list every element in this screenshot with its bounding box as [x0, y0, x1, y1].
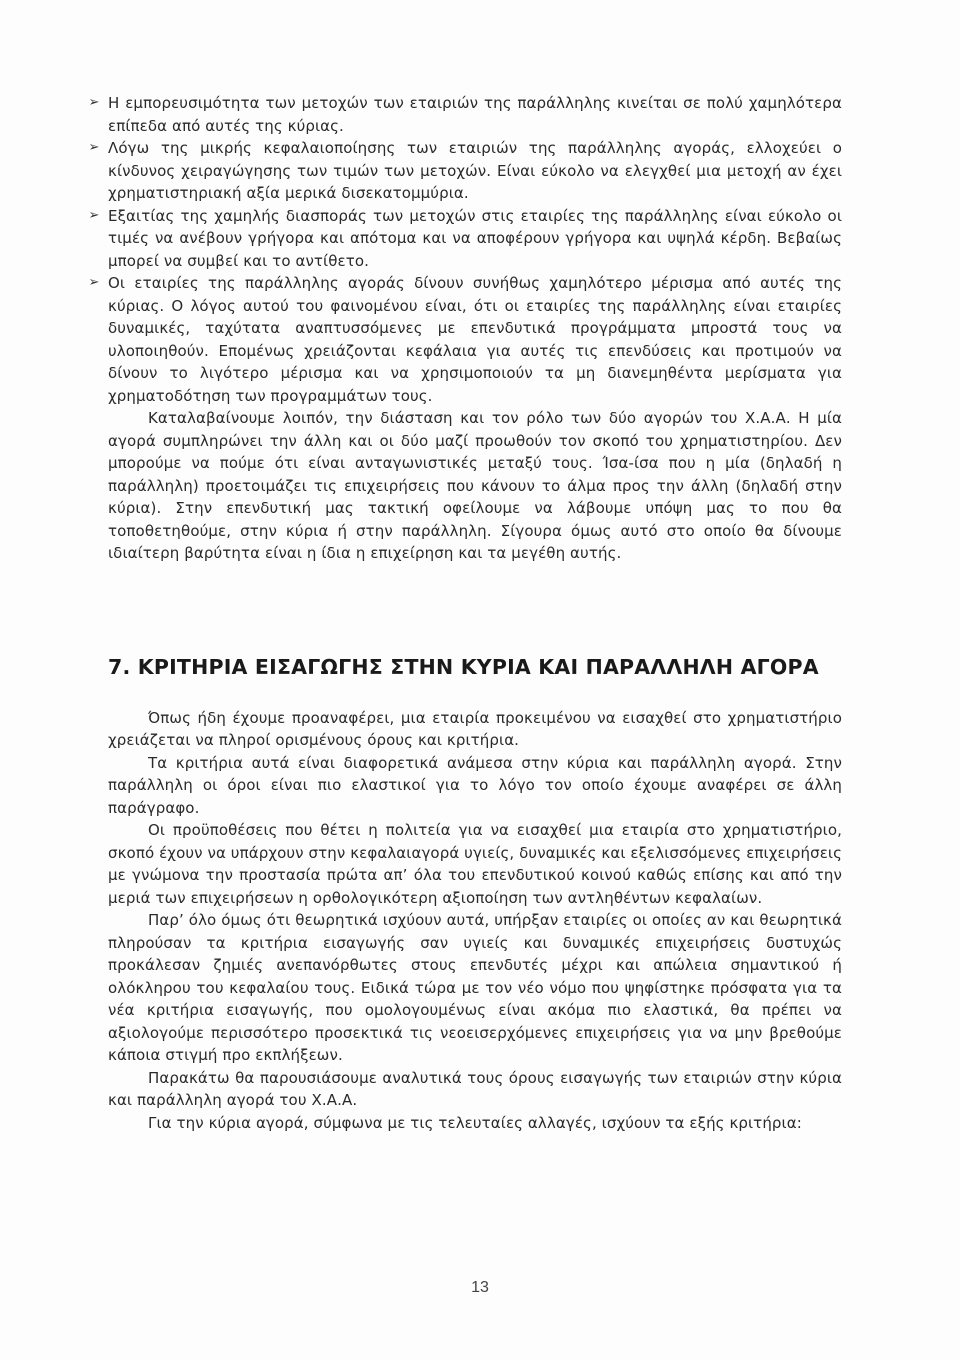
arrow-bullet-icon: ➢	[88, 207, 100, 223]
bullet-list	[88, 92, 842, 407]
bullet-text: Η εμπορευσιμότητα των μετοχών των εταιριών της παράλληλης κινείται σε πολύ χαμηλότερα επίπεδα από αυτές της κύριας.	[108, 94, 842, 135]
body-paragraph: Όπως ήδη έχουμε προαναφέρει, μια εταιρία προκειμένου να εισαχθεί στο χρηματιστήριο χρειάζεται να πληροί ορισμένους όρους και κριτήρια.	[108, 708, 842, 749]
arrow-bullet-icon: ➢	[88, 95, 100, 110]
bullet-item	[88, 272, 842, 407]
body-paragraph: Τα κριτήρια αυτά είναι διαφορετικά ανάμεσα στην κύρια και παράλληλη αγορά. Στην παράλληλη οι όροι είναι πιο ελαστικοί για το λόγο τον οποίο έχουμε αναφέρει σε άλλη παράγραφο.	[108, 753, 842, 817]
body-paragraph: Παρακάτω θα παρουσιάσουμε αναλυτικά τους όρους εισαγωγής των εταιριών στην κύρια και παράλληλη αγορά του Χ.Α.Α.	[108, 1068, 842, 1109]
page-number: 13	[471, 1279, 489, 1296]
bullet-item	[88, 205, 842, 273]
bullet-text: Οι εταιρίες της παράλληλης αγοράς δίνουν συνήθως χαμηλότερο μέρισμα από αυτές της κύριας. Ο λόγος αυτού του φαινομένου είναι, ότι οι εταιρίες της παράλληλης είναι εταιρίες δυναμικές, ταχύτατα αναπτυσσόμενες με επενδυτικά προγράμματα μπροστά τους να υλοποιηθούν. Επομένως χρειάζονται κεφάλαια για αυτές τις επενδύσεις και προτιμούν να δίνουν το λιγότερο μέρισμα και να χρησιμοποιούν τα μη διανεμηθέντα μερίσματα για χρηματοδότηση των προγραμμάτων τους.	[108, 274, 842, 405]
section-heading: 7. ΚΡΙΤΗΡΙΑ ΕΙΣΑΓΩΓΗΣ ΣΤΗΝ ΚΥΡΙΑ ΚΑΙ ΠΑΡΑΛΛΗΛΗ ΑΓΟΡΑ	[108, 654, 819, 679]
body-paragraph: Για την κύρια αγορά, σύμφωνα με τις τελευταίες αλλαγές, ισχύουν τα εξής κριτήρια:	[148, 1113, 802, 1132]
arrow-bullet-icon: ➢	[88, 275, 100, 290]
bullet-text: Εξαιτίας της χαμηλής διασποράς των μετοχών στις εταιρίες της παράλληλης είναι εύκολο οι τιμές να ανέβουν γρήγορα και απότομα και να αποφέρουν γρήγορα και υψηλά κέρδη. Βεβαίως μπορεί να συμβεί και το αντίθετο.	[108, 206, 842, 270]
document-body	[88, 92, 842, 1134]
bullet-item	[88, 137, 842, 205]
bullet-text: Λόγω της μικρής κεφαλαιοποίησης των εταιριών της παράλληλης αγοράς, ελλοχεύει ο κίνδυνος χειραγώγησης των τιμών των μετοχών. Είναι εύκολο να ελεγχθεί μια μετοχή αν έχει χρηματιστηριακή αξία μερικά δισεκατομμύρια.	[108, 139, 842, 202]
body-paragraph: Οι προϋποθέσεις που θέτει η πολιτεία για να εισαχθεί μια εταιρία στο χρηματιστήριο, σκοπό έχουν να υπάρχουν στην κεφαλαιαγορά υγιείς, δυναμικές και εξελισσόμενες επιχειρήσεις με γνώμονα την προστασία πρώτα απ’ όλα του επενδυτικού κοινού καθώς επίσης και από την μεριά των επιχειρήσεων η ορθολογικότερη αξιοποίηση των αντληθέντων κεφαλαίων.	[108, 821, 842, 907]
bullet-item	[88, 92, 842, 137]
arrow-bullet-icon: ➢	[88, 140, 100, 155]
body-paragraph: Παρ’ όλο όμως ότι θεωρητικά ισχύουν αυτά, υπήρξαν εταιρίες οι οποίες αν και θεωρητικά πληρούσαν τα κριτήρια εισαγωγής σαν υγιείς και δυναμικές επιχειρήσεις δυστυχώς προκάλεσαν ζημιές ανεπανόρθωτες στους επενδυτές μέχρι και απώλεια σημαντικού ή ολόκληρου του κεφαλαίου τους. Ειδικά τώρα με τον νέο νόμο που ψηφίστηκε πρόσφατα για τα νέα κριτήρια εισαγωγής, που ομολογουμένως είναι ακόμα πιο ελαστικά, θα πρέπει να αξιολογούμε περισσότερο προσεκτικά τις νεοεισερχόμενες επιχειρήσεις για να μην βρεθούμε κάποια στιγμή προ εκπλήξεων.	[108, 911, 842, 1064]
conclusion-paragraph: Καταλαβαίνουμε λοιπόν, την διάσταση και τον ρόλο των δύο αγορών του Χ.Α.Α. Η μία αγορά συμπληρώνει την άλλη και οι δύο μαζί προωθούν τον σκοπό του χρηματιστηρίου. Δεν μπορούμε να πούμε ότι είναι ανταγωνιστικές μεταξύ τους. Ίσα-ίσα που η μία (δηλαδή η παράλληλη) προετοιμάζει τις επιχειρήσεις που κάνουν το άλμα προς την άλλη (δηλαδή στην κύρια). Στην επενδυτική μας τακτική οφείλουμε να λάβουμε υπόψη μας το που θα τοποθετηθούμε, στην κύρια ή στην παράλληλη. Σίγουρα όμως αυτό στο οποίο θα δίνουμε ιδιαίτερη βαρύτητα είναι η ίδια η επιχείρηση και τα μεγέθη αυτής.	[108, 409, 842, 562]
